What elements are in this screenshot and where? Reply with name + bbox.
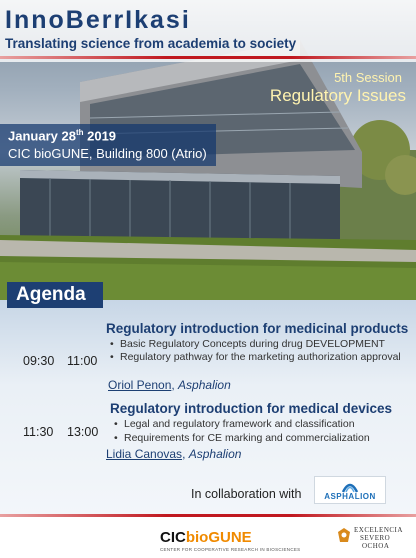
event-venue: CIC bioGUNE, Building 800 (Atrio) xyxy=(8,146,207,161)
asphalion-logo xyxy=(314,476,386,504)
session-number: 5th Session xyxy=(334,70,402,85)
cic-tagline: CENTER FOR COOPERATIVE RESEARCH IN BIOSCIENCES xyxy=(160,547,301,552)
agenda-bullet: • Regulatory pathway for the marketing authorization approval xyxy=(110,351,401,363)
session-end-time: 13:00 xyxy=(67,425,99,439)
asphalion-wordmark: ASPHALION xyxy=(324,492,376,501)
excellence-line: SEVERO xyxy=(360,534,391,542)
severo-ochoa-emblem-icon xyxy=(338,528,350,542)
session-start-time: 09:30 xyxy=(23,354,55,368)
session-speaker: Oriol Penon, Asphalion xyxy=(108,378,231,392)
event-date xyxy=(8,128,116,143)
speaker-org: Asphalion xyxy=(178,378,231,392)
event-date-suffix: th xyxy=(75,128,84,137)
agenda-bullet-text: Requirements for CE marking and commercialization xyxy=(124,432,370,444)
session-end-time: 11:00 xyxy=(67,354,98,368)
session-title: Regulatory introduction for medicinal products xyxy=(106,321,409,336)
header-divider xyxy=(0,56,416,59)
excellence-line: OCHOA xyxy=(362,542,390,550)
footer xyxy=(0,517,416,558)
speaker-name: Oriol Penon xyxy=(108,378,172,392)
session-start-time: 11:30 xyxy=(23,425,54,439)
session-topic: Regulatory Issues xyxy=(269,86,406,105)
brand-title: InnoBerrIkasi xyxy=(5,6,191,34)
collaboration-text: In collaboration with xyxy=(191,487,302,501)
agenda-bullet: • Basic Regulatory Concepts during drug DEVELOPMENT xyxy=(110,338,385,350)
session-speaker: Lidia Canovas, Asphalion xyxy=(106,447,242,461)
agenda-label: Agenda xyxy=(16,284,86,305)
agenda-bullet-text: Regulatory pathway for the marketing authorization approval xyxy=(120,351,401,363)
cic-biogune-logo xyxy=(160,529,252,547)
session-title: Regulatory introduction for medical devices xyxy=(110,401,393,416)
date-panel xyxy=(0,124,216,166)
agenda-bullet: • Requirements for CE marking and commercialization xyxy=(114,432,370,444)
agenda-bullet-text: Legal and regulatory framework and classification xyxy=(124,418,355,430)
speaker-name: Lidia Canovas xyxy=(106,447,183,461)
cic-logo-part1: CIC xyxy=(160,529,186,546)
agenda-bullet: • Legal and regulatory framework and classification xyxy=(114,418,355,430)
excellence-line: EXCELENCIA xyxy=(354,526,403,534)
agenda-bullet-text: Basic Regulatory Concepts during drug DEVELOPMENT xyxy=(120,338,385,350)
brand-subtitle: Translating science from academia to society xyxy=(5,36,297,51)
cic-logo-part2: bioGUNE xyxy=(185,529,252,546)
speaker-org: Asphalion xyxy=(188,447,242,461)
agenda-label-box xyxy=(7,282,103,308)
event-date-year: 2019 xyxy=(83,128,117,144)
event-date-day: January 28 xyxy=(8,128,76,144)
